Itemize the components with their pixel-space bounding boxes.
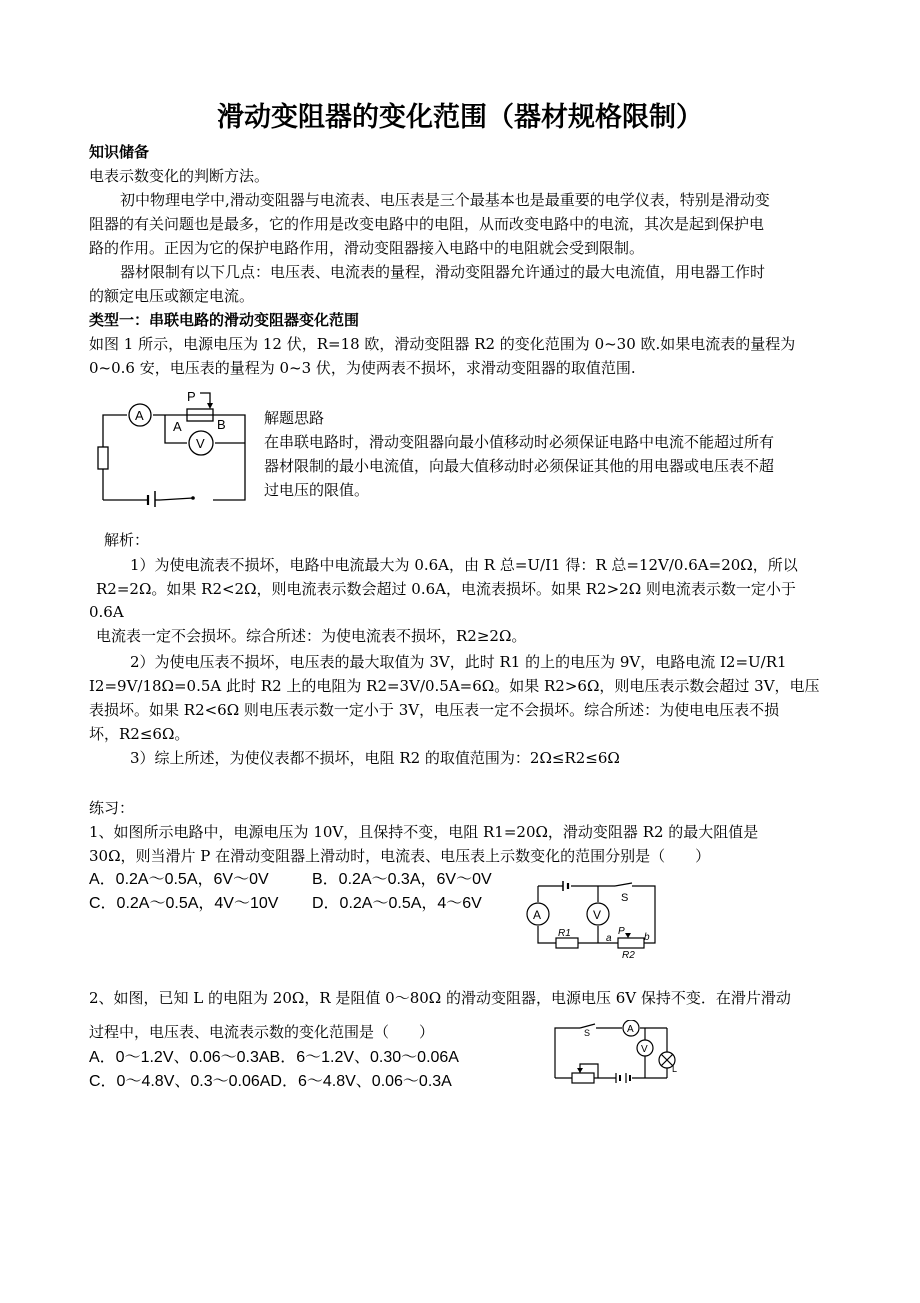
ammeter-label: A	[533, 908, 542, 922]
switch-label: S	[584, 1028, 591, 1038]
slider-arrow-icon	[577, 1068, 583, 1073]
switch-contact	[191, 496, 195, 500]
problem-line: 0~0.6 安，电压表的量程为 0~3 伏，为使两表不损坏，求滑动变阻器的取值范围.	[89, 359, 636, 377]
terminal-b-label: B	[217, 417, 226, 432]
switch-blade	[615, 883, 632, 886]
para-line: 阻器的有关问题也是最多，它的作用是改变电路中的电阻，从而改变电路中的电流，其次是起到保护电	[89, 215, 765, 233]
idea-line: 过电压的限值。	[264, 481, 370, 499]
slider-arrow-icon	[625, 933, 631, 938]
knowledge-line: 电表示数变化的判断方法。	[89, 167, 270, 185]
slider-resistor-r2	[618, 938, 644, 948]
para-line: 初中物理电学中,滑动变阻器与电流表、电压表是三个最基本也是最重要的电学仪表，特别是滑动变	[120, 191, 770, 209]
type1-heading: 类型一：串联电路的滑动变阻器变化范围	[89, 311, 360, 329]
slider-p-label: P	[618, 926, 625, 937]
resistor-r1	[556, 938, 578, 948]
figure1-circuit	[95, 385, 255, 507]
analysis-line: 电流表一定不会损坏。综合所述：为使电流表不损坏，R2≥2Ω。	[96, 627, 527, 645]
q1-option-c: C．0.2A～0.5A，4V～10V	[89, 895, 279, 912]
q1-option-a: A．0.2A～0.5A，6V～0V	[89, 871, 269, 888]
terminal-a-label: A	[173, 419, 182, 434]
wire	[538, 926, 556, 943]
q1-option-b: B．0.2A～0.3A，6V～0V	[312, 871, 492, 888]
wire	[555, 1028, 580, 1078]
voltmeter-label: V	[196, 436, 205, 451]
voltmeter-label: V	[593, 908, 602, 922]
q1-option-d: D．0.2A～0.5A，4～6V	[312, 895, 482, 912]
q2-option-ab: A．0～1.2V、0.06～0.3AB．6～1.2V、0.30～0.06A	[89, 1049, 459, 1066]
analysis-line: R2=2Ω。如果 R2<2Ω，则电流表示数会超过 0.6A，电流表损坏。如果 R2>2Ω 则电流表示数一定小于	[96, 580, 796, 598]
problem-line: 如图 1 所示，电源电压为 12 伏，R=18 欧，滑动变阻器 R2 的变化范围为 0~30 欧.如果电流表的量程为	[89, 335, 796, 353]
analysis-line: I2=9V/18Ω=0.5A 此时 R2 上的电阻为 R2=3V/0.5A=6Ω。如果 R2>6Ω，则电压表示数会超过 3V，电压	[89, 677, 820, 695]
analysis-line: 坏，R2≤6Ω。	[89, 725, 190, 743]
q2-circuit	[550, 1020, 680, 1086]
knowledge-heading: 知识储备	[89, 143, 150, 161]
switch-label: S	[621, 892, 629, 904]
analysis-line: 表损坏。如果 R2<6Ω 则电压表示数一定小于 3V，电压表一定不会损坏。综合所述：为使电电压表不损	[89, 701, 780, 719]
slider-p-label: P	[187, 389, 196, 404]
q2-option-cd: C．0～4.8V、0.3～0.06AD．6～4.8V、0.06～0.3A	[89, 1073, 452, 1090]
analysis-line: 2）为使电压表不损坏，电压表的最大取值为 3V，此时 R1 的上的电压为 9V，电路电流 I2=U/R1	[130, 653, 787, 671]
terminal-a-label: a	[606, 933, 612, 944]
q1-circuit	[520, 878, 665, 960]
terminal-b-label: b	[644, 932, 650, 943]
r2-label: R2	[622, 950, 635, 960]
analysis-label: 解析：	[104, 531, 150, 549]
q2-line: 2、如图，已知 L 的电阻为 20Ω，R 是阻值 0～80Ω 的滑动变阻器，电源电压 6V 保持不变．在滑片滑动	[89, 989, 791, 1007]
page-title: 滑动变阻器的变化范围（器材规格限制）	[217, 102, 703, 133]
r1-label: R1	[558, 928, 571, 939]
voltmeter-label: V	[641, 1044, 648, 1055]
slider-arrow-icon	[207, 403, 213, 409]
q1-line: 1、如图所示电路中，电源电压为 10V，且保持不变，电阻 R1=20Ω，滑动变阻器 R2 的最大阻值是	[89, 823, 759, 841]
idea-title: 解题思路	[264, 409, 325, 427]
analysis-line: 3）综上所述，为使仪表都不损坏，电阻 R2 的取值范围为：2Ω≤R2≤6Ω	[130, 749, 620, 767]
slider-wire	[580, 1064, 598, 1078]
para-line: 路的作用。正因为它的保护电路作用，滑动变阻器接入电路中的电阻就会受到限制。	[89, 239, 645, 257]
switch-blade	[160, 498, 193, 500]
lamp-label: L	[672, 1064, 678, 1074]
para-line: 的额定电压或额定电流。	[89, 287, 255, 305]
q1-line: 30Ω，则当滑片 P 在滑动变阻器上滑动时，电流表、电压表上示数变化的范围分别是（ ）	[89, 847, 711, 865]
analysis-line: 0.6A	[89, 603, 124, 621]
slider-resistor-r	[572, 1073, 594, 1083]
analysis-line: 1）为使电流表不损坏，电路中电流最大为 0.6A，由 R 总=U/I1 得：R 总=12V/0.6A=20Ω，所以	[130, 556, 798, 574]
ammeter-label: A	[627, 1024, 634, 1035]
ammeter-label: A	[135, 408, 144, 423]
wire	[103, 415, 127, 447]
practice-label: 练习：	[89, 799, 135, 817]
para-line: 器材限制有以下几点：电压表、电流表的量程，滑动变阻器允许通过的最大电流值，用电器工作时	[120, 263, 766, 281]
q2-line: 过程中，电压表、电流表示数的变化范围是（ ）	[89, 1023, 435, 1041]
idea-line: 在串联电路时，滑动变阻器向最小值移动时必须保证电路中电流不能超过所有	[264, 433, 775, 451]
resistor-r1	[98, 447, 108, 469]
idea-line: 器材限制的最小电流值，向最大值移动时必须保证其他的用电器或电压表不超	[264, 457, 775, 475]
